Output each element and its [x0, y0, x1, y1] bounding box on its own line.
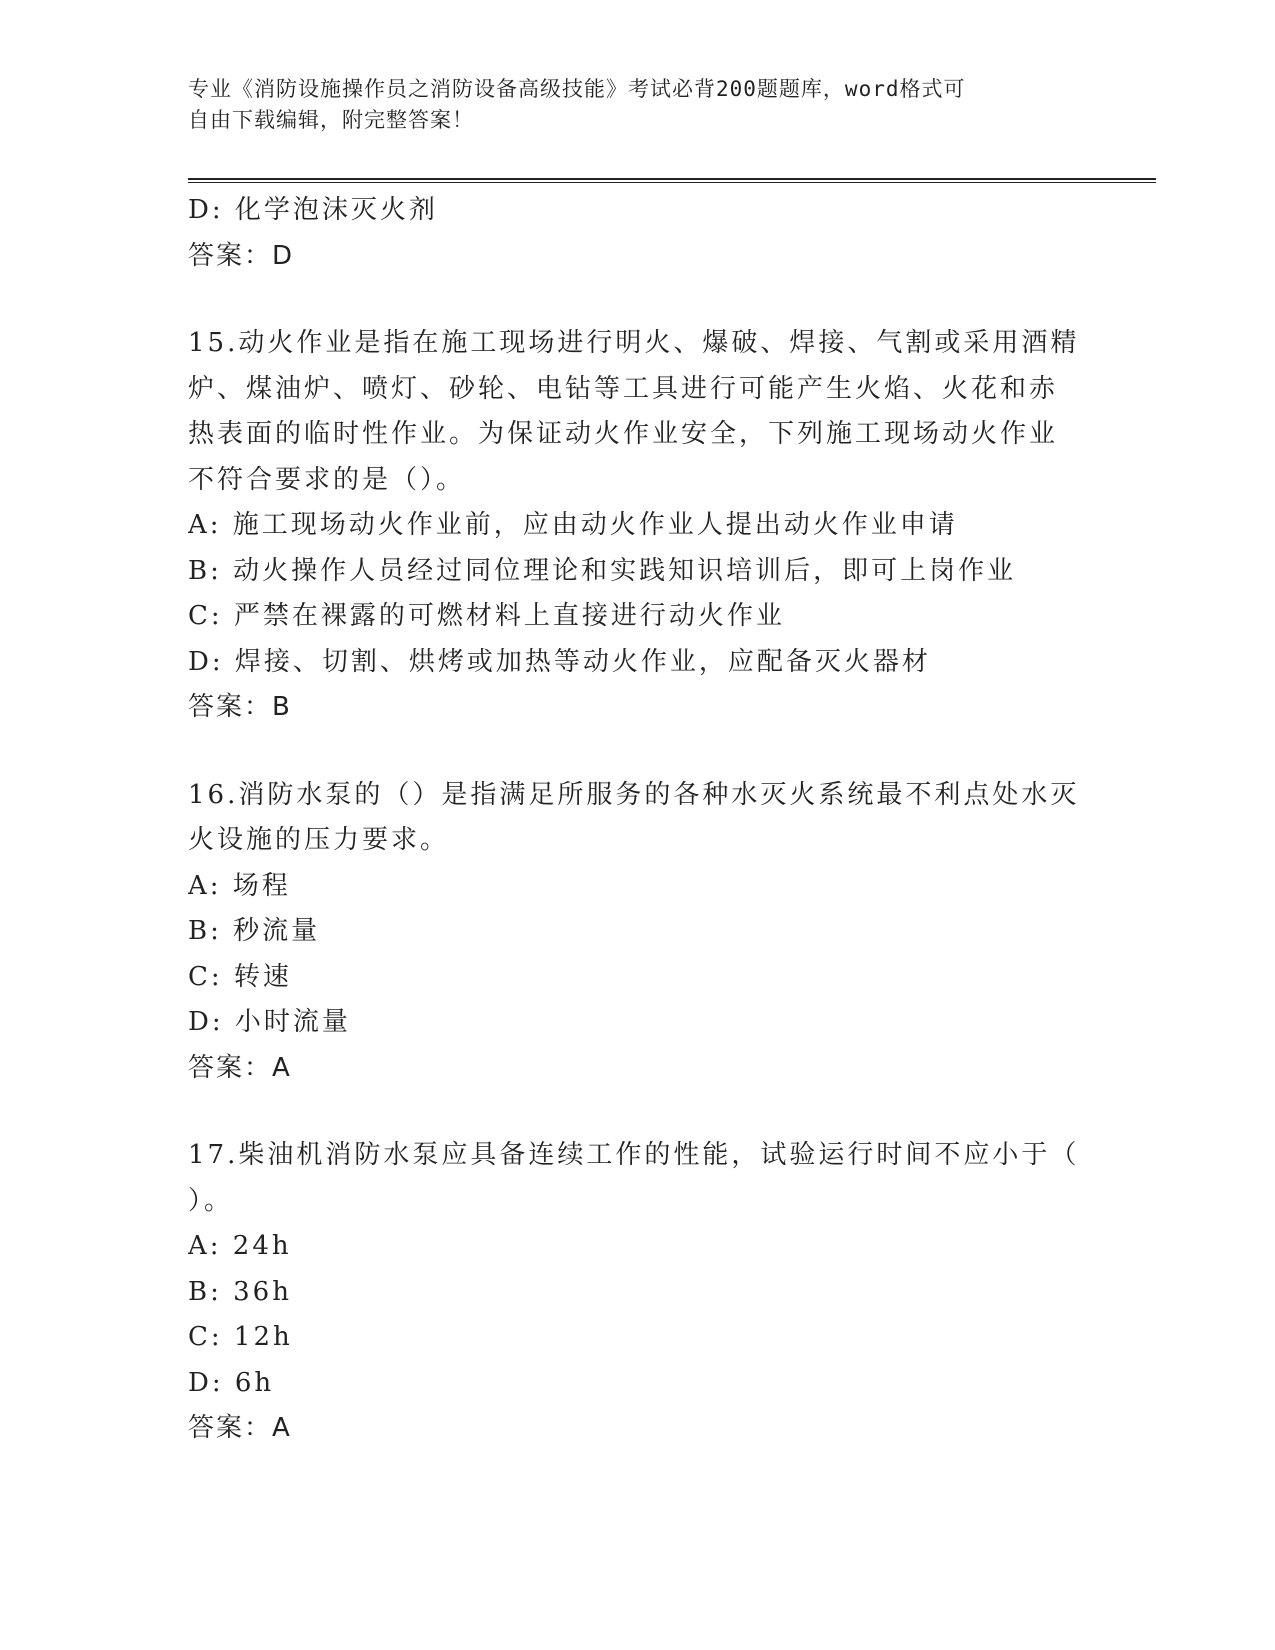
answer-line: 答案：A — [188, 1413, 292, 1443]
answer-line: 答案：D — [188, 240, 295, 271]
option-b: B: 36h — [188, 1276, 292, 1307]
question-text-line: 15.动火作业是指在施工现场进行明火、爆破、焊接、气割或采用酒精 — [188, 328, 1080, 358]
document-body — [188, 188, 1088, 1452]
question-17 — [188, 1133, 1088, 1452]
option-c: C: 转速 — [188, 961, 292, 992]
question-text-line: 不符合要求的是（）。 — [188, 464, 466, 495]
question-14-tail — [188, 188, 1088, 279]
option-b: B: 秒流量 — [188, 916, 321, 946]
question-text-line: 17.柴油机消防水泵应具备连续工作的性能，试验运行时间不应小于（ — [188, 1140, 1080, 1170]
option-a: A: 施工现场动火作业前，应由动火作业人提出动火作业申请 — [188, 510, 958, 540]
option-b: B: 动火操作人员经过同位理论和实践知识培训后，即可上岗作业 — [188, 555, 1017, 586]
header-divider — [188, 178, 1156, 183]
header-title-line-2: 自由下载编辑，附完整答案！ — [188, 108, 474, 132]
option-a: A: 场程 — [188, 870, 291, 901]
option-d: D: 化学泡沫灭火剂 — [188, 195, 438, 225]
option-c: C: 严禁在裸露的可燃材料上直接进行动火作业 — [188, 601, 785, 631]
option-d: D: 焊接、切割、烘烤或加热等动火作业，应配备灭火器材 — [188, 646, 931, 677]
question-text-line: 火设施的压力要求。 — [188, 825, 450, 855]
question-text-line: ）。 — [188, 1185, 234, 1216]
spacer — [188, 1091, 1088, 1133]
document-header — [188, 74, 1088, 136]
spacer — [188, 731, 1088, 773]
question-16 — [188, 773, 1088, 1092]
question-text-line: 16.消防水泵的（）是指满足所服务的各种水灭火系统最不利点处水灭 — [188, 779, 1080, 810]
spacer — [188, 279, 1088, 321]
option-c: C: 12h — [188, 1322, 293, 1352]
question-text-line: 炉、煤油炉、喷灯、砂轮、电钻等工具进行可能产生火焰、火花和赤 — [188, 373, 1059, 404]
option-d: D: 6h — [188, 1367, 275, 1398]
question-text-line: 热表面的临时性作业。为保证动火作业安全，下列施工现场动火作业 — [188, 419, 1059, 449]
question-15 — [188, 321, 1088, 731]
option-a: A: 24h — [188, 1231, 292, 1261]
answer-line: 答案：A — [188, 1052, 292, 1083]
header-title-line-1: 专业《消防设施操作员之消防设备高级技能》考试必背200题题库，word格式可 — [188, 77, 966, 101]
answer-line: 答案：B — [188, 692, 292, 722]
option-d: D: 小时流量 — [188, 1007, 351, 1037]
